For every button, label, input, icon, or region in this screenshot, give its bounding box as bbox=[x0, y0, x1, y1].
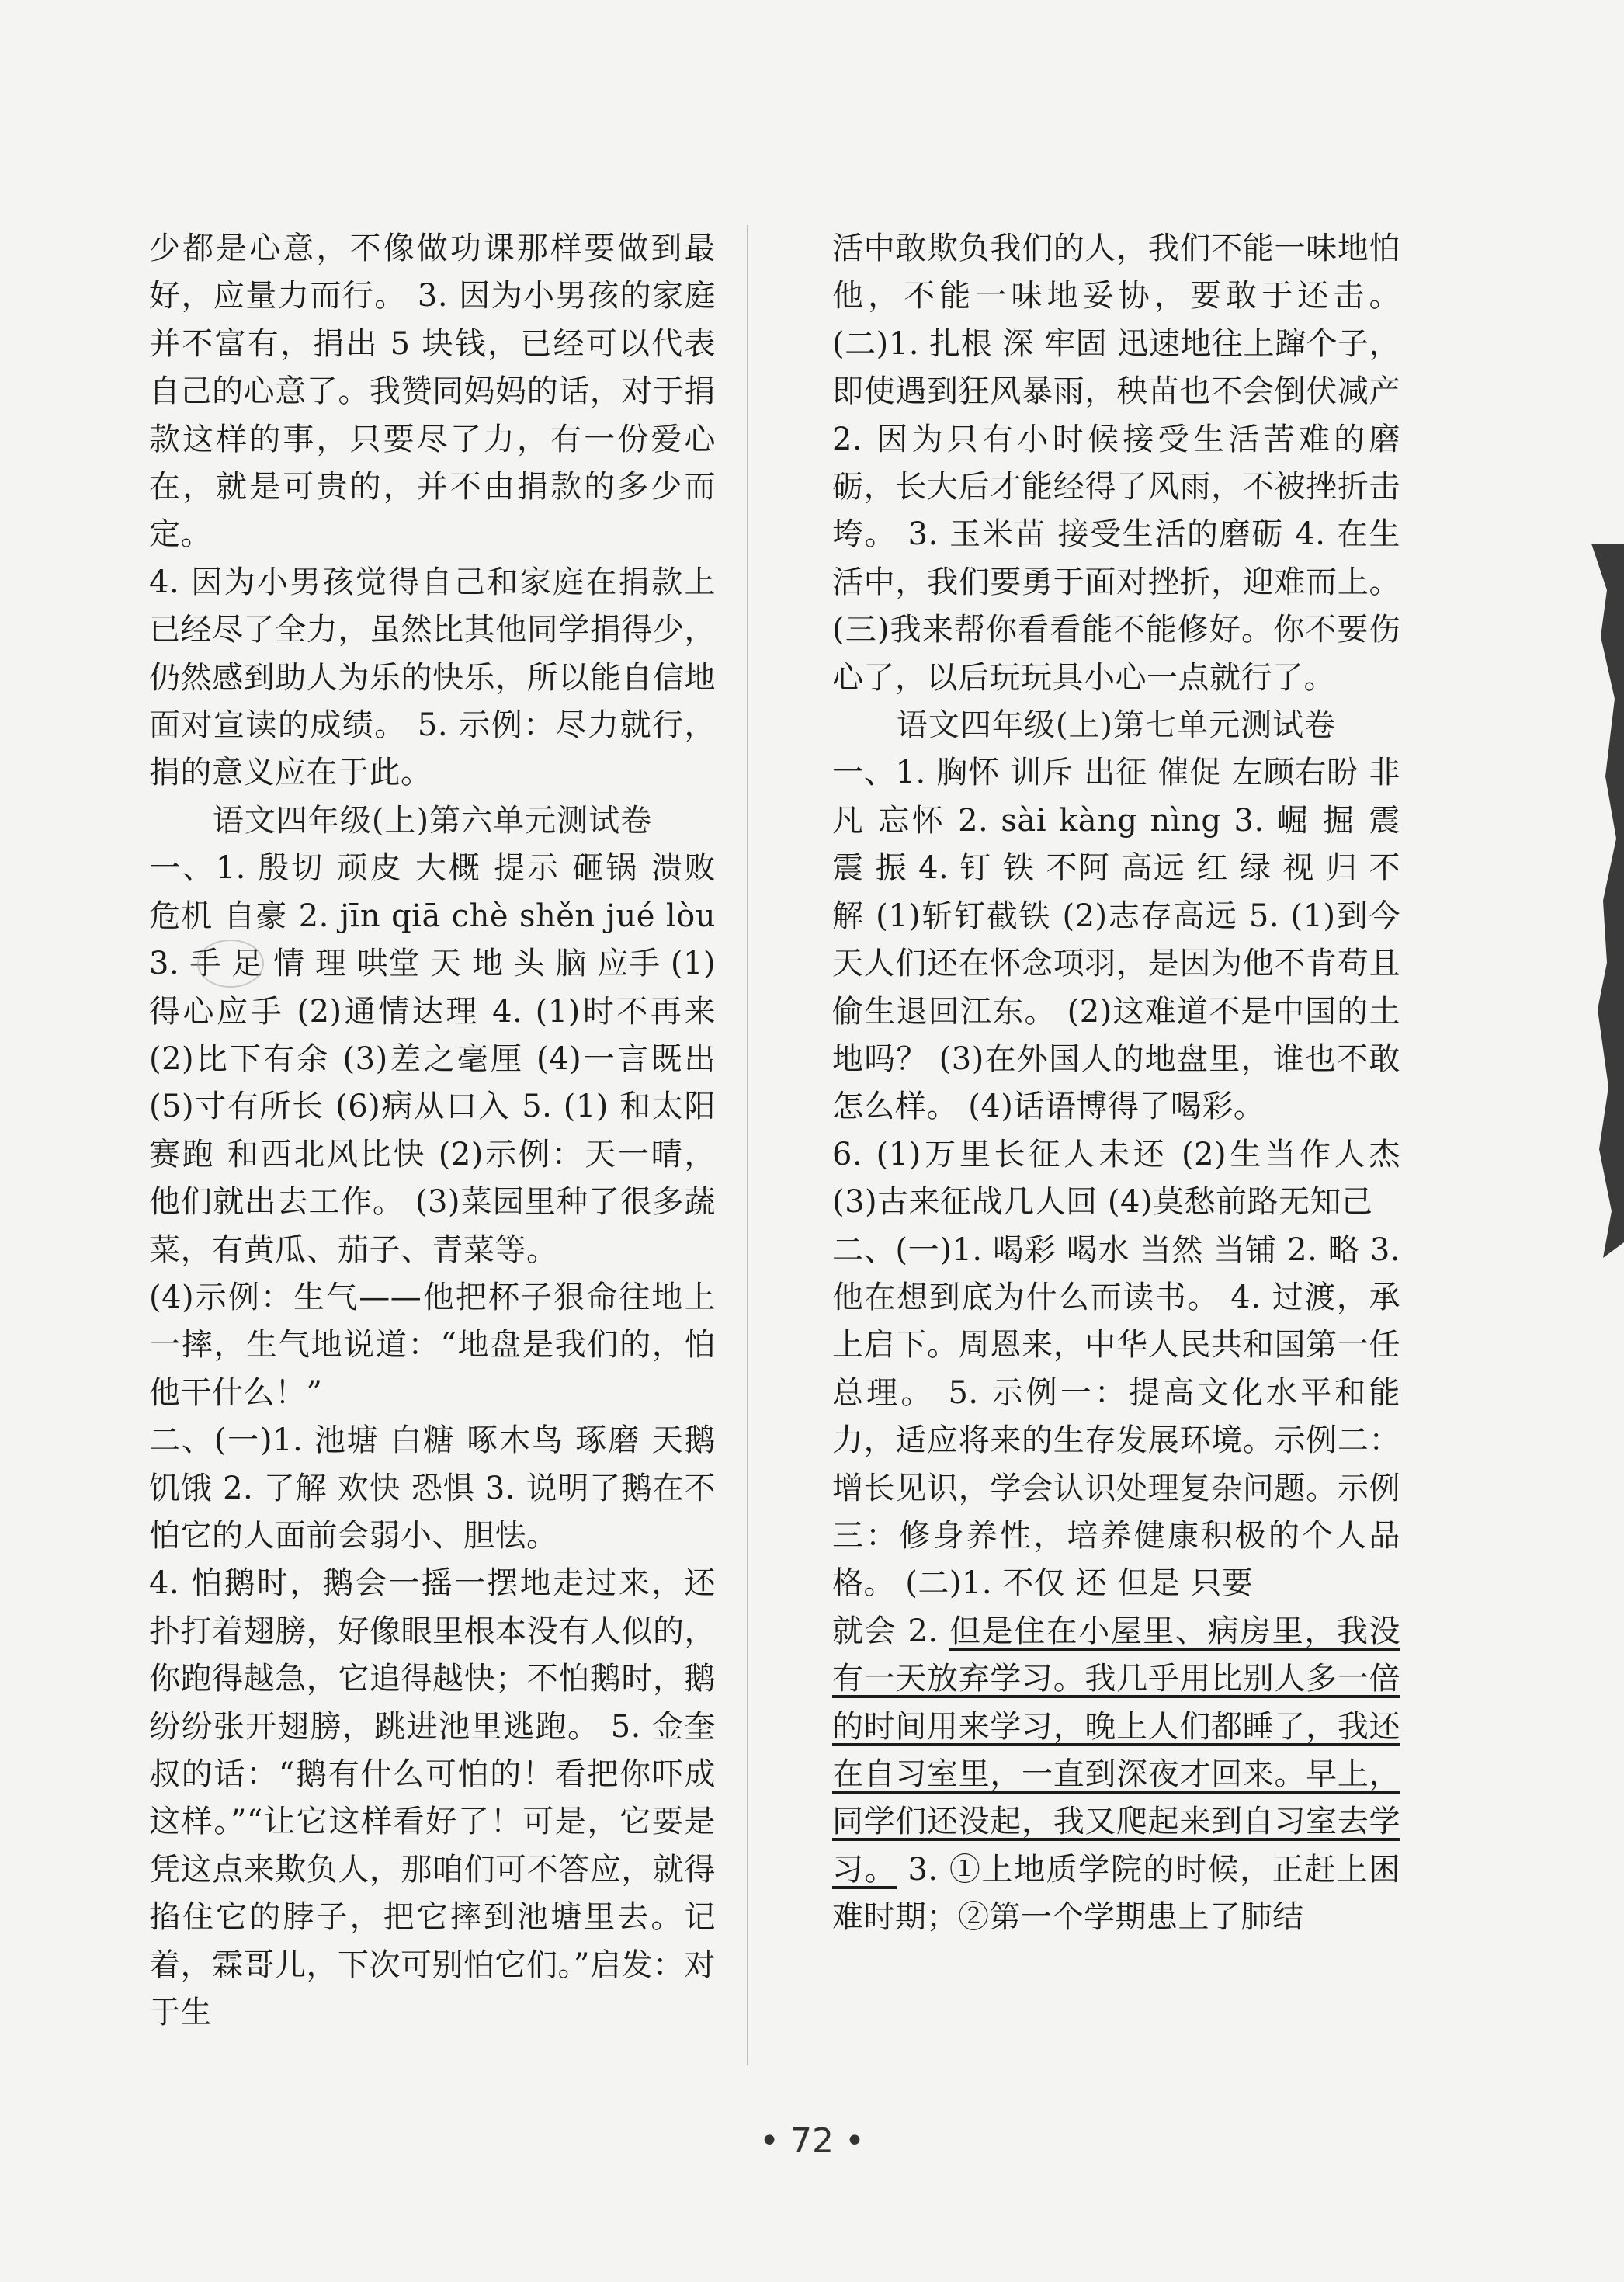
paragraph: 4. 因为小男孩觉得自己和家庭在捐款上已经尽了全力，虽然比其他同学捐得少，仍然感到助人为乐的快乐，所以能自信地面对宣读的成绩。 5. 示例：尽力就行，捐的意义应在于此。 bbox=[149, 564, 716, 791]
section-heading-unit6: 语文四年级(上)第六单元测试卷 bbox=[212, 802, 653, 839]
paragraph: 一、1. 胸怀 训斥 出征 催促 左顾右盼 非凡 忘怀 2. sài kàng nìng 3. 崛 掘 震 震 振 4. 钉 铁 不阿 高远 红 绿 视 归 不解 (1)斩钉截铁 (2)志存高远 5. (1)到今天人们还在怀念项羽，是因为他不肯苟且偷生退回江东。 (2)这难道不是中国的土地吗？ (3)在外国人的地盘里，谁也不敢怎么样。 (4)话语博得了喝彩。 bbox=[832, 755, 1400, 1125]
text-run: 就会 2. bbox=[832, 1613, 949, 1649]
paragraph: 二、(一)1. 喝彩 喝水 当然 当铺 2. 略 3. 他在想到底为什么而读书。 4. 过渡，承上启下。周恩来，中华人民共和国第一任总理。 5. 示例一：提高文化水平和能力，适应将来的生存发展环境。示例二：增长见识，学会认识处理复杂问题。示例三：修身养性，培养健康积极的个人品格。 (二)1. 不仅 还 但是 只要 bbox=[832, 1231, 1400, 1602]
watermark-stamp bbox=[197, 940, 264, 988]
paragraph: 少都是心意，不像做功课那样要做到最好，应量力而行。 3. 因为小男孩的家庭并不富有，捐出 5 块钱，已经可以代表自己的心意了。我赞同妈妈的话，对于捐款这样的事，只要尽了力，有一份爱心在，就是可贵的，并不由捐款的多少而定。 bbox=[149, 231, 716, 553]
text-run: 3. ①上地质学院的时候，正赶上困难时期；②第一个学期患上了肺结 bbox=[832, 1851, 1401, 1936]
torn-edge-mark bbox=[1560, 0, 1624, 2282]
paragraph: 活中敢欺负我们的人，我们不能一味地怕他，不能一味地妥协，要敢于还击。 (二)1. 扎根 深 牢固 迅速地往上蹿个子，即使遇到狂风暴雨，秧苗也不会倒伏减产 2. 因为只有小时候接受生活苦难的磨砺，长大后才能经得了风雨，不被挫折击垮。 3. 玉米苗 接受生活的磨砺 4. 在生活中，我们要勇于面对挫折，迎难而上。 (三)我来帮你看看能不能修好。你不要伤心了，以后玩玩具小心一点就行了。 bbox=[832, 231, 1400, 696]
paragraph: 一、1. 殷切 顽皮 大概 提示 砸锅 溃败 危机 自豪 2. jīn qiā chè shěn jué lòu 3. 手 足 情 理 哄堂 天 地 头 脑 应手 (1)得心应手 (2)通情达理 4. (1)时不再来 (2)比下有余 (3)差之毫厘 (4)一言既出 (5)寸有所长 (6)病从口入 5. (1) 和太阳赛跑 和西北风比快 (2)示例：天一晴，他们就出去工作。 (3)菜园里种了很多蔬菜，有黄瓜、茄子、青菜等。 bbox=[149, 850, 716, 1268]
left-column bbox=[149, 225, 716, 2037]
column-divider bbox=[747, 225, 748, 2065]
right-column bbox=[832, 225, 1400, 1942]
section-heading-unit7: 语文四年级(上)第七单元测试卷 bbox=[896, 707, 1337, 744]
paragraph: (4)示例：生气——他把杯子狠命往地上一摔，生气地说道：“地盘是我们的，怕他干什么！” bbox=[149, 1279, 716, 1411]
paragraph: 4. 怕鹅时，鹅会一摇一摆地走过来，还扑打着翅膀，好像眼里根本没有人似的，你跑得越急，它追得越快；不怕鹅时，鹅纷纷张开翅膀，跳进池里逃跑。 5. 金奎叔的话：“鹅有什么可怕的！看把你吓成这样。”“让它这样看好了！可是，它要是凭这点来欺负人，那咱们可不答应，就得掐住它的脖子，把它摔到池塘里去。记着，霖哥儿，下次可别怕它们。”启发：对于生 bbox=[149, 1565, 716, 2031]
paragraph: 6. (1)万里长征人未还 (2)生当作人杰 (3)古来征战几人回 (4)莫愁前路无知己 bbox=[832, 1136, 1400, 1221]
page-number: • 72 • bbox=[759, 2121, 865, 2161]
underlined-answer: 但是住在小屋里、病房里，我没有一天放弃学习。我几乎用比别人多一倍的时间用来学习，晚上人们都睡了，我还在自习室里，一直到深夜才回来。早上，同学们还没起，我又爬起来到自习室去学习。 bbox=[832, 1613, 1401, 1888]
paragraph bbox=[832, 1608, 1400, 1942]
paragraph: 二、(一)1. 池塘 白糖 啄木鸟 琢磨 天鹅 饥饿 2. 了解 欢快 恐惧 3. 说明了鹅在不怕它的人面前会弱小、胆怯。 bbox=[149, 1422, 716, 1554]
